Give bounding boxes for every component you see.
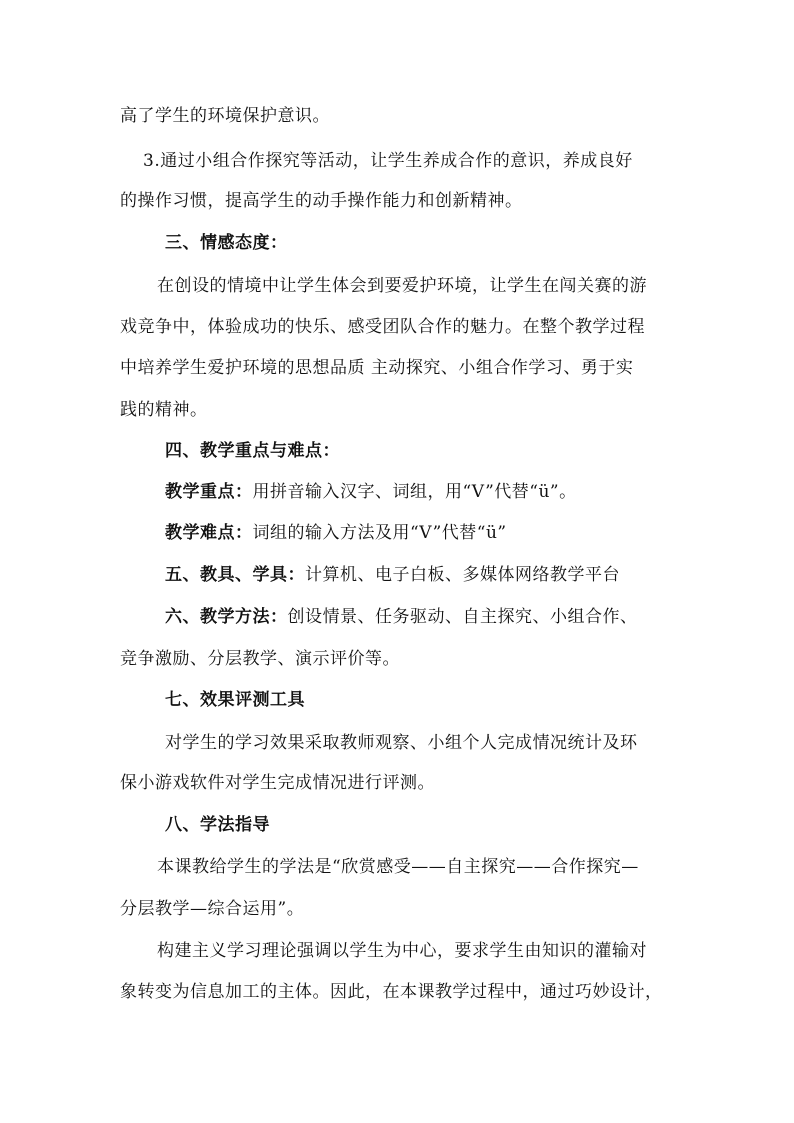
difficult-point-line — [165, 522, 507, 544]
section-heading-5-line — [165, 564, 620, 586]
body-line: 践的精神。 — [120, 400, 208, 420]
key-point-text: 用拼音输入汉字、词组，用“V”代替“ü”。 — [252, 482, 577, 502]
body-line: 构建主义学习理论强调以学生为中心，要求学生由知识的灌输对 — [157, 941, 647, 961]
section-heading-3: 三、情感态度： — [165, 233, 288, 253]
difficult-point-text: 词组的输入方法及用“V”代替“ü” — [252, 523, 507, 543]
body-line: 对学生的学习效果采取教师观察、小组个人完成情况统计及环 — [165, 733, 638, 753]
section-heading-6-line — [165, 606, 638, 628]
body-line: 竞争激励、分层教学、演示评价等。 — [120, 649, 400, 669]
key-point-label: 教学重点： — [165, 482, 253, 502]
section-heading-8: 八、学法指导 — [165, 815, 270, 835]
body-line: 分层教学—综合运用”。 — [120, 899, 305, 919]
section-heading-4: 四、教学重点与难点： — [165, 441, 340, 461]
key-point-line — [165, 481, 577, 503]
body-line: 在创设的情境中让学生体会到要爱护环境，让学生在闯关赛的游 — [157, 276, 647, 296]
body-line: 象转变为信息加工的主体。因此，在本课教学过程中，通过巧妙设计， — [120, 982, 663, 1002]
list-item-3: 3.通过小组合作探究等活动，让学生养成合作的意识，养成良好 — [143, 151, 633, 171]
section-heading-7: 七、效果评测工具 — [165, 690, 305, 710]
section-heading-5: 五、教具、学具： — [165, 565, 305, 585]
body-line: 本课教给学生的学法是“欣赏感受——自主探究——合作探究— — [157, 857, 639, 877]
section-heading-6: 六、教学方法： — [165, 607, 288, 627]
body-line: 保小游戏软件对学生完成情况进行评测。 — [120, 773, 435, 793]
body-line: 戏竞争中，体验成功的快乐、感受团队合作的魅力。在整个教学过程 — [120, 317, 645, 337]
section-5-text: 计算机、电子白板、多媒体网络教学平台 — [305, 565, 620, 585]
difficult-point-label: 教学难点： — [165, 523, 253, 543]
body-line: 中培养学生爱护环境的思想品质 主动探究、小组合作学习、勇于实 — [120, 358, 634, 378]
body-line: 的操作习惯，提高学生的动手操作能力和创新精神。 — [120, 191, 523, 211]
body-line: 高了学生的环境保护意识。 — [120, 106, 330, 126]
section-6-text: 创设情景、任务驱动、自主探究、小组合作、 — [287, 607, 638, 627]
